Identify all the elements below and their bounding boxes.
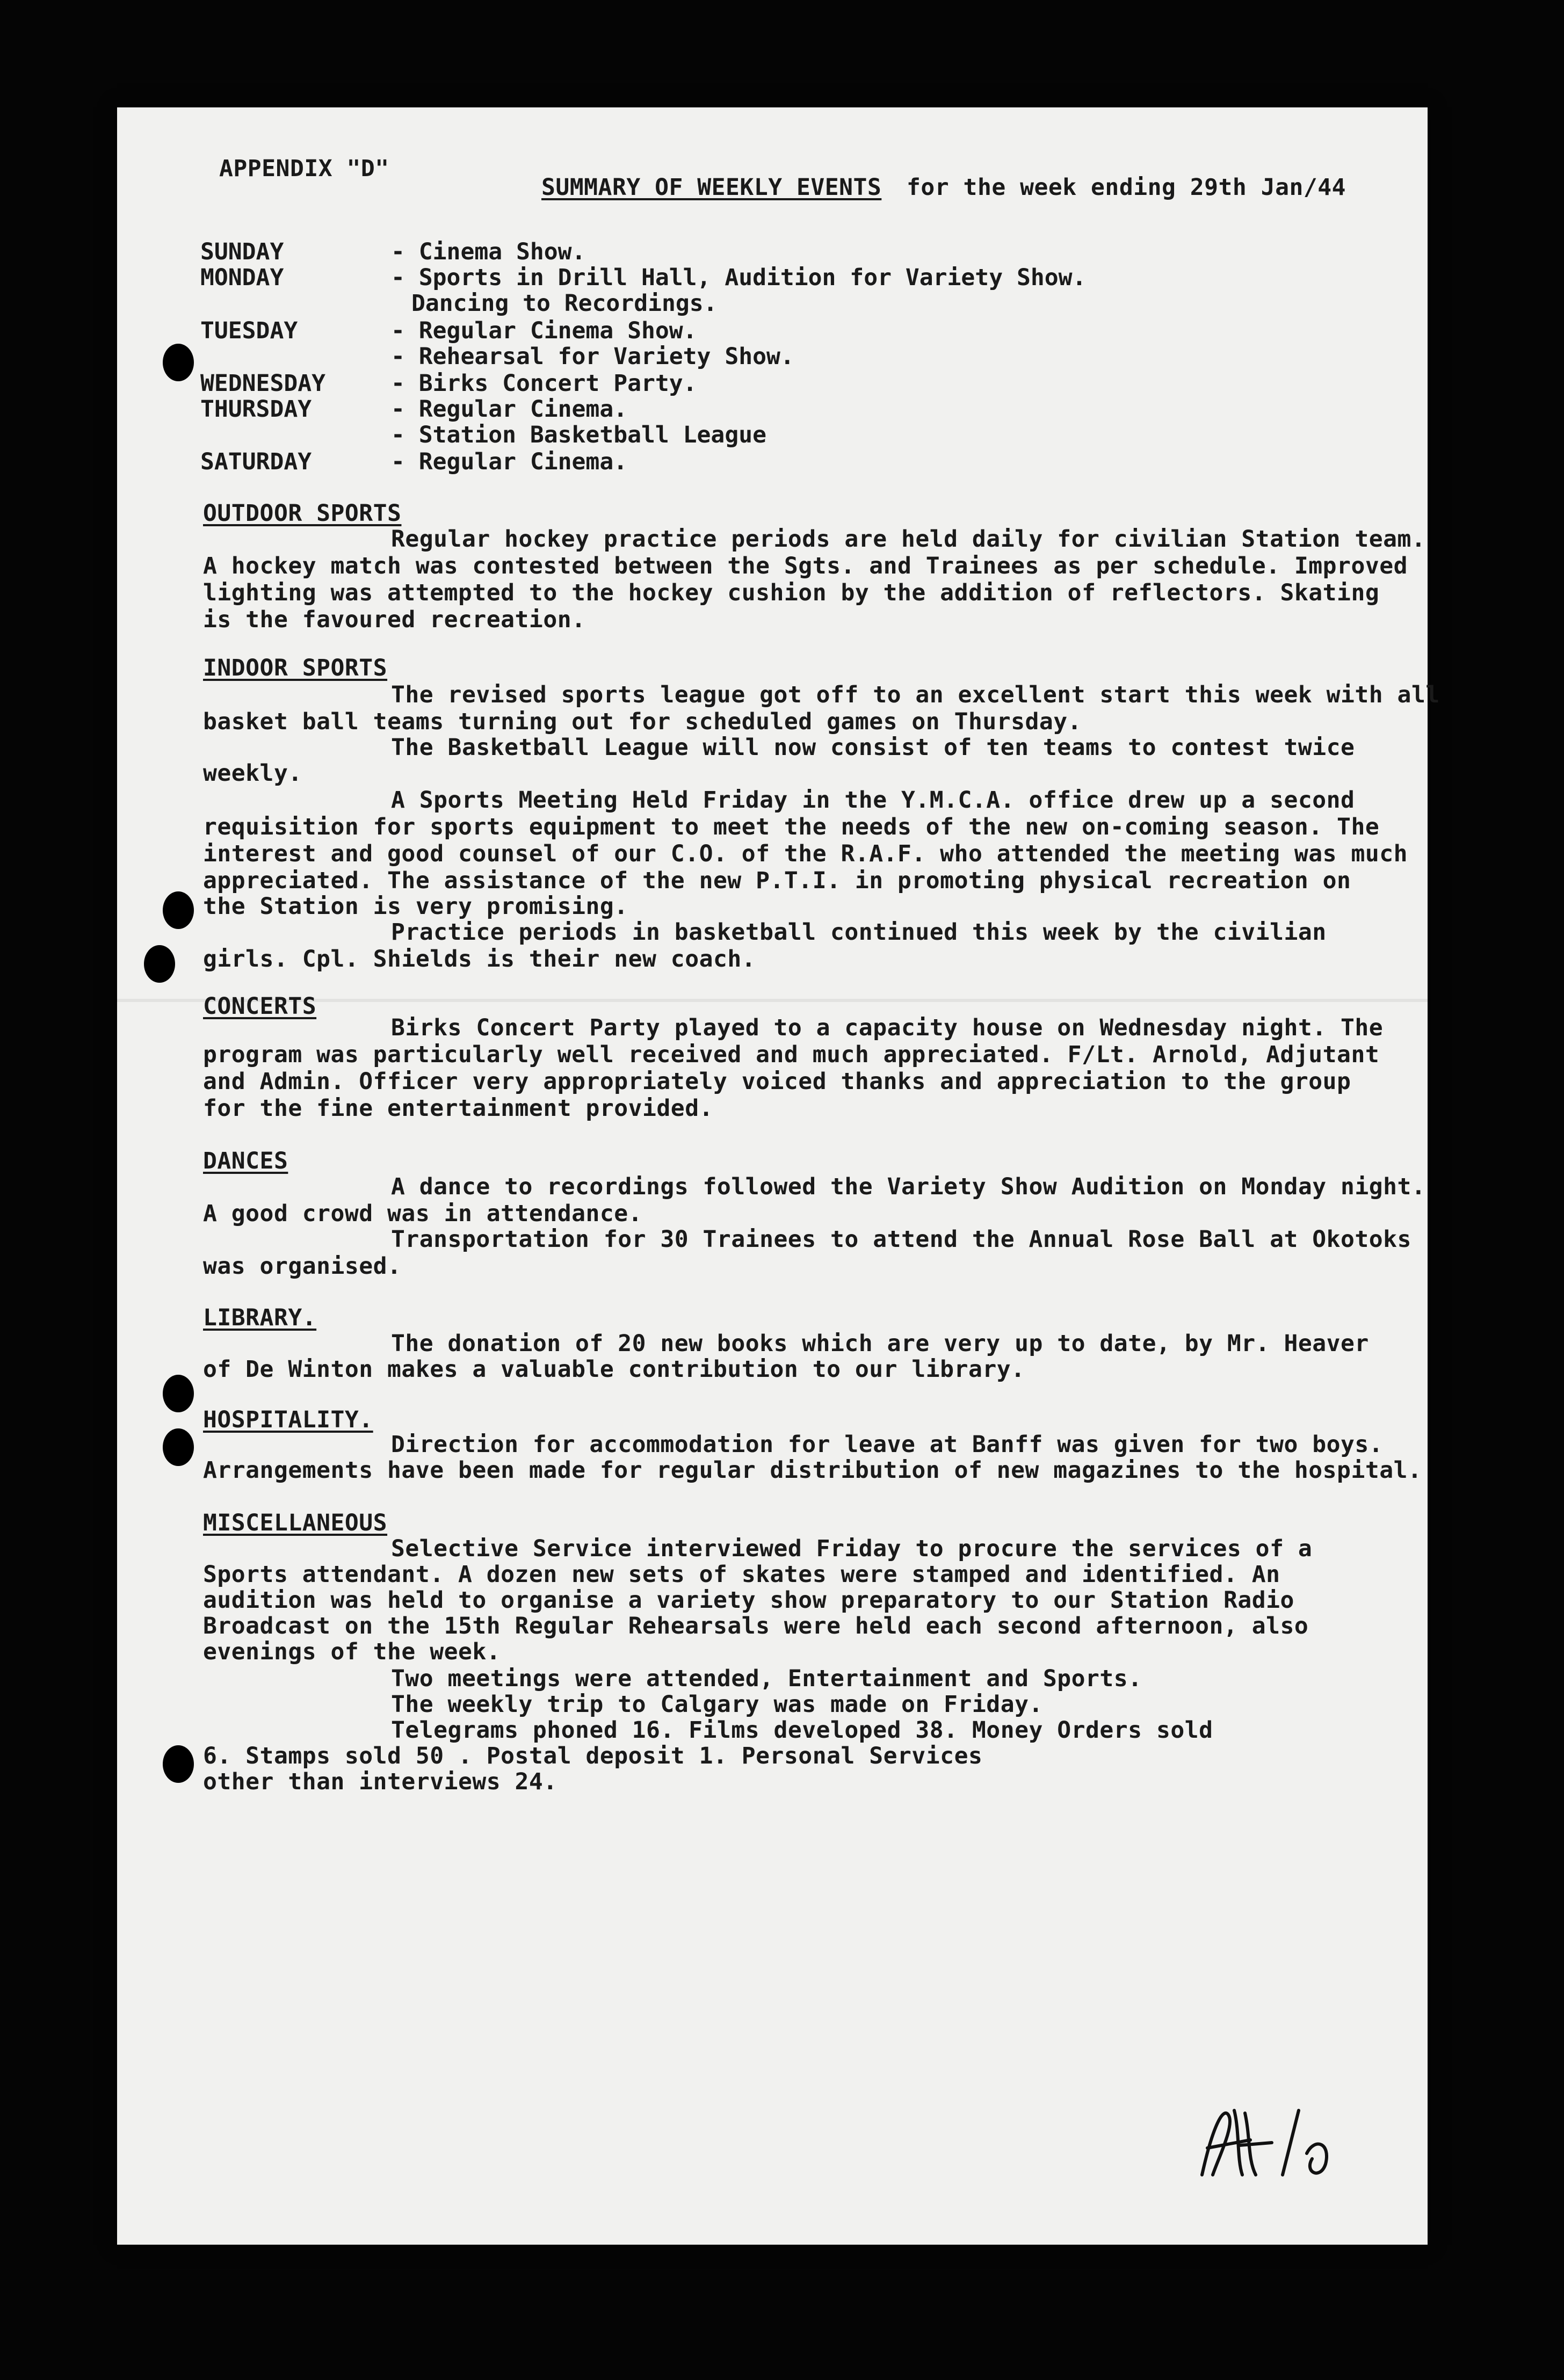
paragraph-line: basket ball teams turning out for scheduled games on Thursday. — [203, 708, 1082, 735]
paragraph-line: The Basketball League will now consist of ten teams to contest twice — [391, 734, 1355, 761]
paragraph-line: Birks Concert Party played to a capacity house on Wednesday night. The — [391, 1014, 1384, 1041]
day-monday: MONDAY — [200, 264, 284, 291]
handwritten-signature — [1191, 2094, 1352, 2180]
paragraph-line: girls. Cpl. Shields is their new coach. — [203, 946, 756, 973]
document-page — [117, 107, 1440, 2245]
section-heading-concerts: CONCERTS — [203, 993, 317, 1020]
statistics-line: 6. Stamps sold 50 . Postal deposit 1. Personal Services — [203, 1743, 983, 1769]
punch-hole — [163, 344, 194, 381]
event-line: - Regular Cinema. — [391, 396, 628, 423]
paragraph-line: appreciated. The assistance of the new P.T.I. in promoting physical recreation on — [203, 867, 1351, 894]
punch-hole — [163, 1745, 194, 1783]
section-heading-hospitality: HOSPITALITY. — [203, 1406, 373, 1433]
punch-hole — [163, 1375, 194, 1412]
paragraph-line: The weekly trip to Calgary was made on Friday. — [391, 1691, 1043, 1718]
event-line: - Regular Cinema Show. — [391, 317, 697, 344]
paragraph-line: Sports attendant. A dozen new sets of skates were stamped and identified. An — [203, 1561, 1280, 1588]
paragraph-line: Regular hockey practice periods are held daily for civilian Station team. — [391, 526, 1426, 553]
section-heading-dances: DANCES — [203, 1148, 288, 1174]
punch-hole — [163, 1428, 194, 1466]
paragraph-line: A good crowd was in attendance. — [203, 1200, 643, 1227]
paragraph-line: A Sports Meeting Held Friday in the Y.M.C.A. office drew up a second — [391, 787, 1355, 814]
paragraph-line: Broadcast on the 15th Regular Rehearsals were held each second afternoon, also — [203, 1613, 1309, 1639]
paragraph-line: of De Winton makes a valuable contribution to our library. — [203, 1356, 1025, 1383]
event-line: - Birks Concert Party. — [391, 370, 697, 397]
paragraph-line: Two meetings were attended, Entertainment and Sports. — [391, 1665, 1142, 1692]
event-line: - Sports in Drill Hall, Audition for Variety Show. — [391, 264, 1087, 291]
statistics-line: other than interviews 24. — [203, 1768, 557, 1795]
paragraph-line: was organised. — [203, 1253, 402, 1280]
event-line: - Regular Cinema. — [391, 448, 628, 475]
paragraph-line: Transportation for 30 Trainees to attend the Annual Rose Ball at Okotoks — [391, 1226, 1411, 1253]
paragraph-line: is the favoured recreation. — [203, 606, 586, 633]
week-ending: for the week ending 29th Jan/44 — [907, 174, 1346, 201]
event-line: - Rehearsal for Variety Show. — [391, 343, 794, 370]
paragraph-line: interest and good counsel of our C.O. of the R.A.F. who attended the meeting was much — [203, 840, 1408, 867]
paragraph-line: A dance to recordings followed the Variety Show Audition on Monday night. — [391, 1173, 1426, 1200]
event-line: Dancing to Recordings. — [411, 290, 718, 317]
day-wednesday: WEDNESDAY — [200, 370, 325, 397]
paragraph-line: program was particularly well received and much appreciated. F/Lt. Arnold, Adjutant — [203, 1041, 1380, 1068]
statistics-line: Telegrams phoned 16. Films developed 38. Money Orders sold — [391, 1717, 1213, 1744]
punch-hole — [163, 891, 194, 929]
event-line: - Cinema Show. — [391, 238, 586, 265]
paragraph-line: weekly. — [203, 760, 302, 787]
event-line: - Station Basketball League — [391, 422, 766, 448]
paragraph-line: lighting was attempted to the hockey cushion by the addition of reflectors. Skating — [203, 579, 1380, 606]
paragraph-line: and Admin. Officer very appropriately voiced thanks and appreciation to the group — [203, 1068, 1351, 1095]
punch-hole — [144, 945, 175, 983]
paragraph-line: the Station is very promising. — [203, 893, 628, 920]
day-tuesday: TUESDAY — [200, 317, 298, 344]
appendix-label: APPENDIX "D" — [219, 155, 389, 182]
paragraph-line: audition was held to organise a variety show preparatory to our Station Radio — [203, 1587, 1294, 1614]
section-heading-outdoor: OUTDOOR SPORTS — [203, 500, 402, 527]
day-sunday: SUNDAY — [200, 238, 284, 265]
paragraph-line: for the fine entertainment provided. — [203, 1095, 713, 1122]
paragraph-line: Direction for accommodation for leave at Banff was given for two boys. — [391, 1431, 1384, 1458]
paragraph-line: Selective Service interviewed Friday to procure the services of a — [391, 1535, 1313, 1562]
section-heading-library: LIBRARY. — [203, 1304, 317, 1331]
page-title: SUMMARY OF WEEKLY EVENTS — [541, 174, 882, 201]
paragraph-line: Practice periods in basketball continued this week by the civilian — [391, 919, 1327, 946]
paragraph-line: evenings of the week. — [203, 1638, 501, 1665]
paragraph-line: The revised sports league got off to an excellent start this week with all — [391, 681, 1440, 708]
section-heading-indoor: INDOOR SPORTS — [203, 655, 388, 681]
paragraph-line: Arrangements have been made for regular distribution of new magazines to the hospital. — [203, 1457, 1422, 1484]
day-saturday: SATURDAY — [200, 448, 312, 475]
paragraph-line: The donation of 20 new books which are very up to date, by Mr. Heaver — [391, 1330, 1369, 1357]
section-heading-misc: MISCELLANEOUS — [203, 1510, 388, 1536]
day-thursday: THURSDAY — [200, 396, 312, 423]
paragraph-line: requisition for sports equipment to meet the needs of the new on-coming season. The — [203, 814, 1380, 840]
paragraph-line: A hockey match was contested between the Sgts. and Trainees as per schedule. Improved — [203, 553, 1408, 579]
